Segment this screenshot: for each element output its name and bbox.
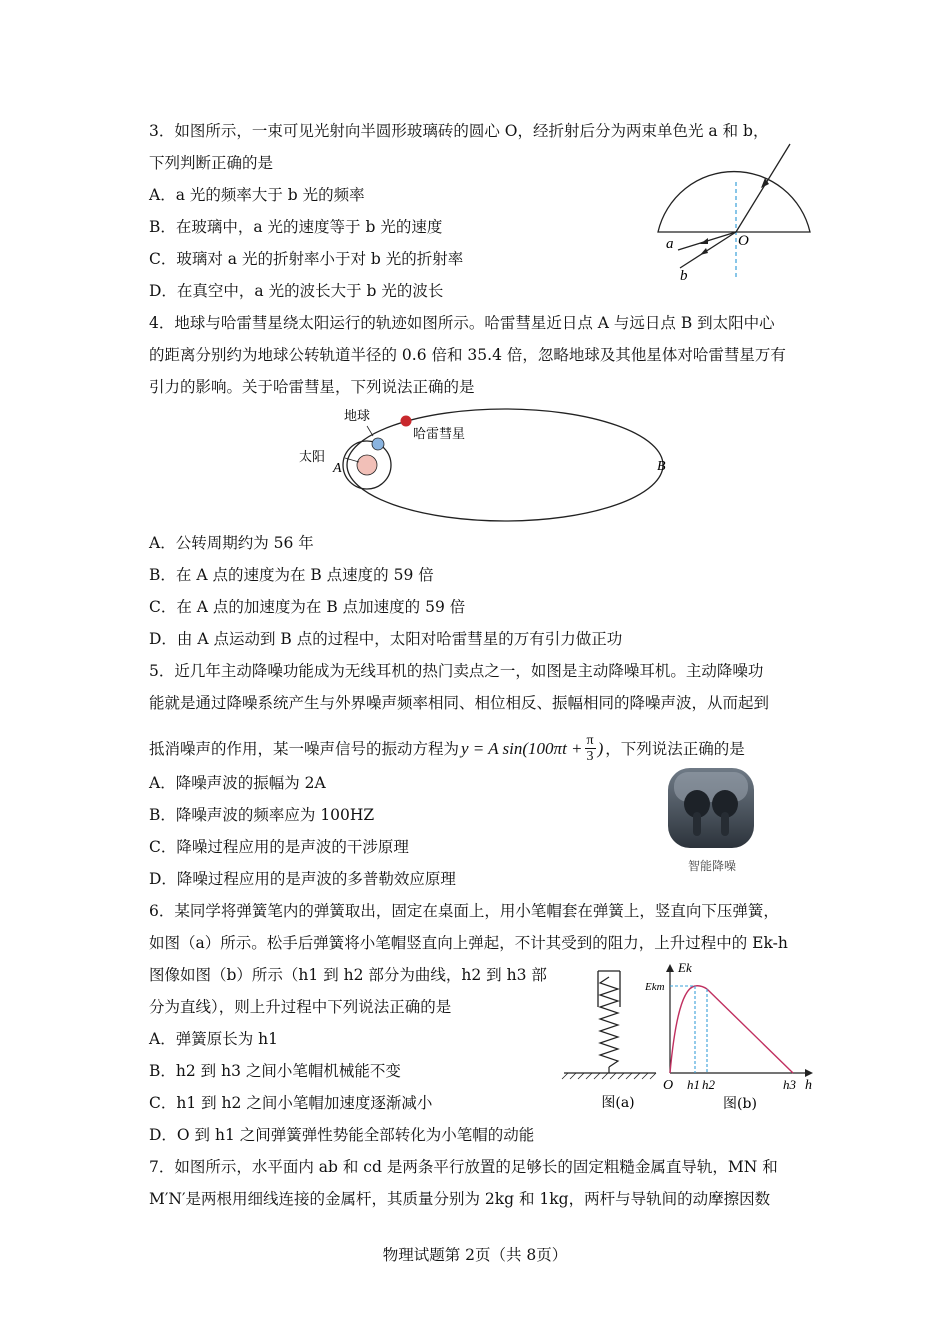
q5-formula-rhs: ) bbox=[597, 738, 604, 758]
q7-stem-line2: M′N′是两根用细线连接的金属杆，其质量分别为 2kg 和 1kg，两杆与导轨间的动摩擦因数 bbox=[149, 1190, 771, 1208]
q4-comet-icon bbox=[401, 416, 412, 427]
q3-stem-line1: 3．如图所示，一束可见光射向半圆形玻璃砖的圆心 O，经折射后分为两束单色光 a 和 b， bbox=[149, 122, 769, 140]
q4-option-c: C．在 A 点的加速度为在 B 点加速度的 59 倍 bbox=[149, 598, 466, 616]
q5-option-a: A．降噪声波的振幅为 2A bbox=[149, 774, 326, 792]
q5-formula-fraction bbox=[585, 733, 596, 764]
q3-label-a: a bbox=[666, 236, 674, 252]
q6-label-h2: h2 bbox=[702, 1077, 715, 1092]
q5-stem-line3 bbox=[149, 733, 745, 764]
q5-formula-lhs: y = A sin(100πt + bbox=[461, 738, 583, 758]
q3-semicircle-figure bbox=[650, 140, 820, 285]
q5-formula-den: 3 bbox=[586, 749, 594, 764]
q4-stem-line2: 的距离分别约为地球公转轨道半径的 0.6 倍和 35.4 倍，忽略地球及其他星体对哈雷彗星万有 bbox=[149, 346, 786, 364]
q6-label-o: O bbox=[663, 1078, 674, 1093]
q5-option-d: D．降噪过程应用的是声波的多普勒效应原理 bbox=[149, 870, 456, 888]
q6-caption-b: 图(b) bbox=[723, 1096, 757, 1112]
q5-stem-post: ，下列说法正确的是 bbox=[605, 739, 745, 758]
q5-stem-line2: 能就是通过降噪系统产生与外界噪声频率相同、相位相反、振幅相同的降噪声波，从而起到 bbox=[149, 694, 770, 712]
q3-option-c: C．玻璃对 a 光的折射率小于对 b 光的折射率 bbox=[149, 250, 464, 268]
q6-stem-line2: 如图（a）所示。松手后弹簧将小笔帽竖直向上弹起，不计其受到的阻力，上升过程中的 Ek-h bbox=[149, 934, 788, 952]
q3-option-a: A．a 光的频率大于 b 光的频率 bbox=[149, 186, 365, 204]
q6-label-h: h bbox=[805, 1078, 812, 1093]
q6-option-c: C．h1 到 h2 之间小笔帽加速度逐渐减小 bbox=[149, 1094, 433, 1112]
q4-option-b: B．在 A 点的速度为在 B 点速度的 59 倍 bbox=[149, 566, 434, 584]
q4-option-a: A．公转周期约为 56 年 bbox=[149, 534, 314, 552]
q6-caption-a: 图(a) bbox=[601, 1095, 635, 1111]
q6-option-d: D．O 到 h1 之间弹簧弹性势能全部转化为小笔帽的动能 bbox=[149, 1126, 535, 1144]
q4-label-sun: 太阳 bbox=[299, 450, 326, 465]
q4-earth-icon bbox=[372, 438, 384, 450]
q4-label-earth: 地球 bbox=[344, 409, 371, 424]
q4-label-b: B bbox=[657, 459, 666, 474]
q3-label-o: O bbox=[738, 233, 749, 249]
q4-sun-icon bbox=[357, 455, 377, 475]
q6-label-h1: h1 bbox=[687, 1077, 700, 1092]
q6-ek-h-graph bbox=[645, 958, 820, 1118]
q4-stem-line1: 4．地球与哈雷彗星绕太阳运行的轨迹如图所示。哈雷彗星近日点 A 与远日点 B 到太阳中心 bbox=[149, 314, 775, 332]
q6-label-ekm: Ekm bbox=[645, 981, 665, 993]
q5-stem-pre: 抵消噪声的作用，某一噪声信号的振动方程为 bbox=[149, 739, 460, 758]
q4-label-comet: 哈雷彗星 bbox=[413, 427, 466, 442]
q6-stem-line4: 分为直线），则上升过程中下列说法正确的是 bbox=[149, 998, 452, 1016]
q6-option-a: A．弹簧原长为 h1 bbox=[149, 1030, 278, 1048]
q4-option-d: D．由 A 点运动到 B 点的过程中，太阳对哈雷彗星的万有引力做正功 bbox=[149, 630, 623, 648]
q4-label-a: A bbox=[333, 461, 342, 476]
page-footer: 物理试题第 2页（共 8页） bbox=[382, 1246, 568, 1264]
q5-earbuds-figure bbox=[664, 762, 760, 878]
q5-stem-line1: 5．近几年主动降噪功能成为无线耳机的热门卖点之一，如图是主动降噪耳机。主动降噪功 bbox=[149, 662, 764, 680]
q5-formula-num: π bbox=[586, 733, 594, 748]
q4-orbit-figure bbox=[295, 402, 680, 527]
q3-option-b: B．在玻璃中，a 光的速度等于 b 光的速度 bbox=[149, 218, 443, 236]
q7-stem-line1: 7．如图所示，水平面内 ab 和 cd 是两条平行放置的足够长的固定粗糙金属直导轨，MN 和 bbox=[149, 1158, 778, 1176]
q6-label-h3: h3 bbox=[783, 1077, 796, 1092]
q6-stem-line3: 图像如图（b）所示（h1 到 h2 部分为曲线，h2 到 h3 部 bbox=[149, 966, 547, 984]
q3-option-d: D．在真空中，a 光的波长大于 b 光的波长 bbox=[149, 282, 444, 300]
q5-option-c: C．降噪过程应用的是声波的干涉原理 bbox=[149, 838, 409, 856]
q6-option-b: B．h2 到 h3 之间小笔帽机械能不变 bbox=[149, 1062, 401, 1080]
q5-earbuds-caption: 智能降噪 bbox=[687, 859, 737, 873]
q3-label-b: b bbox=[680, 268, 688, 284]
q5-formula bbox=[461, 733, 603, 764]
q5-option-b: B．降噪声波的频率应为 100HZ bbox=[149, 806, 375, 824]
q6-label-ek: Ek bbox=[678, 960, 692, 975]
q4-stem-line3: 引力的影响。关于哈雷彗星，下列说法正确的是 bbox=[149, 378, 475, 396]
q6-stem-line1: 6．某同学将弹簧笔内的弹簧取出，固定在桌面上，用小笔帽套在弹簧上，竖直向下压弹簧， bbox=[149, 902, 779, 920]
q3-stem-line2: 下列判断正确的是 bbox=[149, 154, 274, 172]
